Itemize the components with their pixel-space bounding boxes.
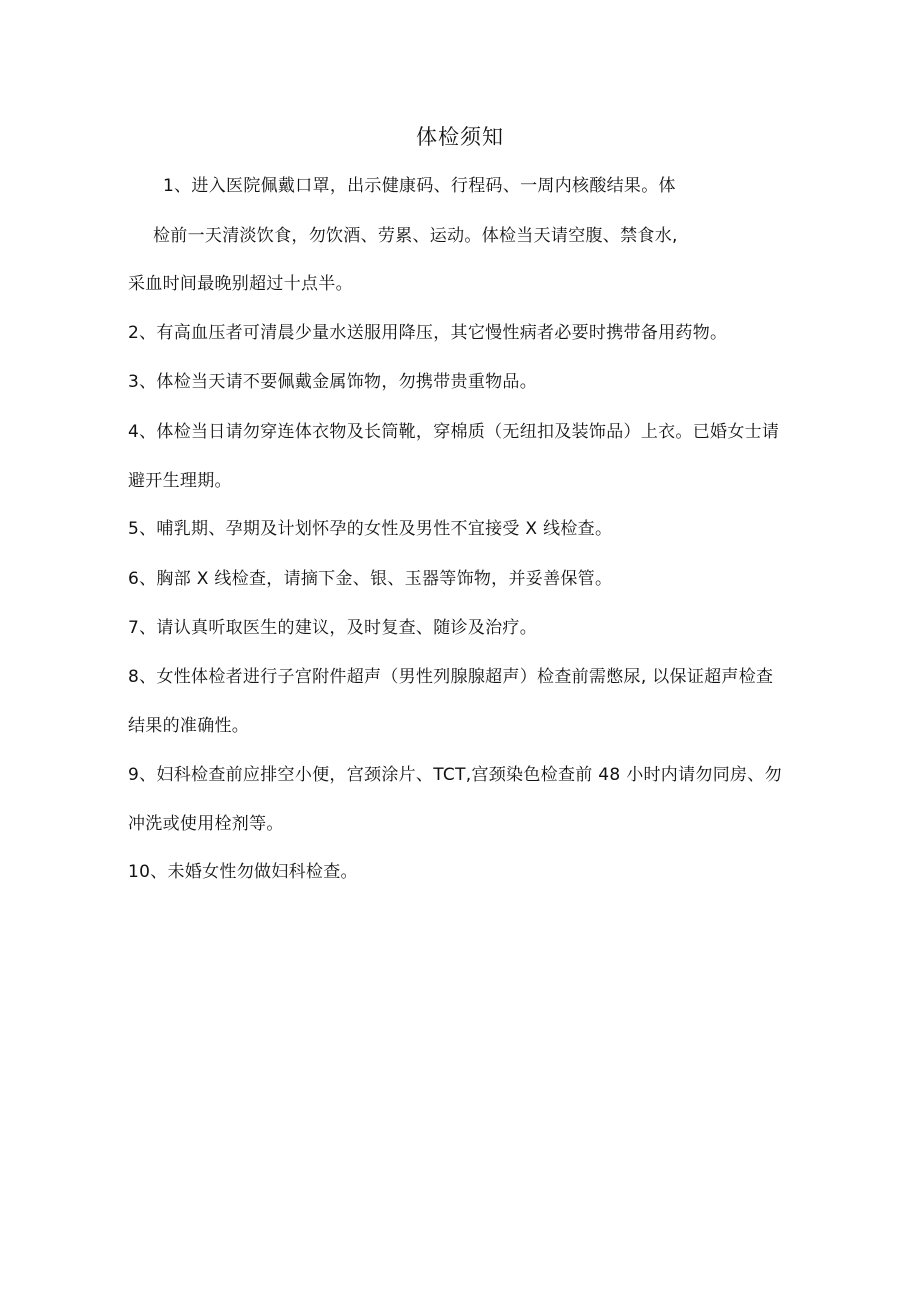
- text-line-2: 检前一天清淡饮食，勿饮酒、劳累、运动。体检当天请空腹、禁食水,: [153, 226, 678, 246]
- text-line-7: 避开生理期。: [128, 471, 232, 491]
- text-line-15: 10、未婚女性勿做妇科检查。: [128, 862, 358, 882]
- text-line-13: 9、妇科检查前应排空小便，宫颈涂片、TCT,宫颈染色检查前 48 小时内请勿同房、勿: [128, 765, 782, 785]
- text-line-14: 冲洗或使用栓剂等。: [128, 814, 284, 834]
- text-line-3: 采血时间最晚别超过十点半。: [128, 274, 353, 294]
- text-line-8: 5、哺乳期、孕期及计划怀孕的女性及男性不宜接受 X 线检查。: [128, 519, 613, 539]
- text-line-10: 7、请认真听取医生的建议，及时复查、随诊及治疗。: [128, 618, 538, 638]
- text-line-11: 8、女性体检者进行子宫附件超声（男性列腺腺超声）检查前需憋尿, 以保证超声检查: [128, 667, 774, 687]
- text-line-5: 3、体检当天请不要佩戴金属饰物，勿携带贵重物品。: [128, 372, 538, 392]
- text-line-12: 结果的准确性。: [128, 716, 250, 736]
- text-line-6: 4、体检当日请勿穿连体衣物及长筒靴，穿棉质（无纽扣及装饰品）上衣。已婚女士请: [128, 422, 780, 442]
- document-title: 体检须知: [416, 125, 504, 149]
- text-line-9: 6、胸部 X 线检查，请摘下金、银、玉器等饰物，并妥善保管。: [128, 569, 613, 589]
- text-line-4: 2、有高血压者可清晨少量水送服用降压，其它慢性病者必要时携带备用药物。: [128, 323, 728, 343]
- text-line-1: 1、进入医院佩戴口罩，出示健康码、行程码、一周内核酸结果。体: [163, 176, 676, 196]
